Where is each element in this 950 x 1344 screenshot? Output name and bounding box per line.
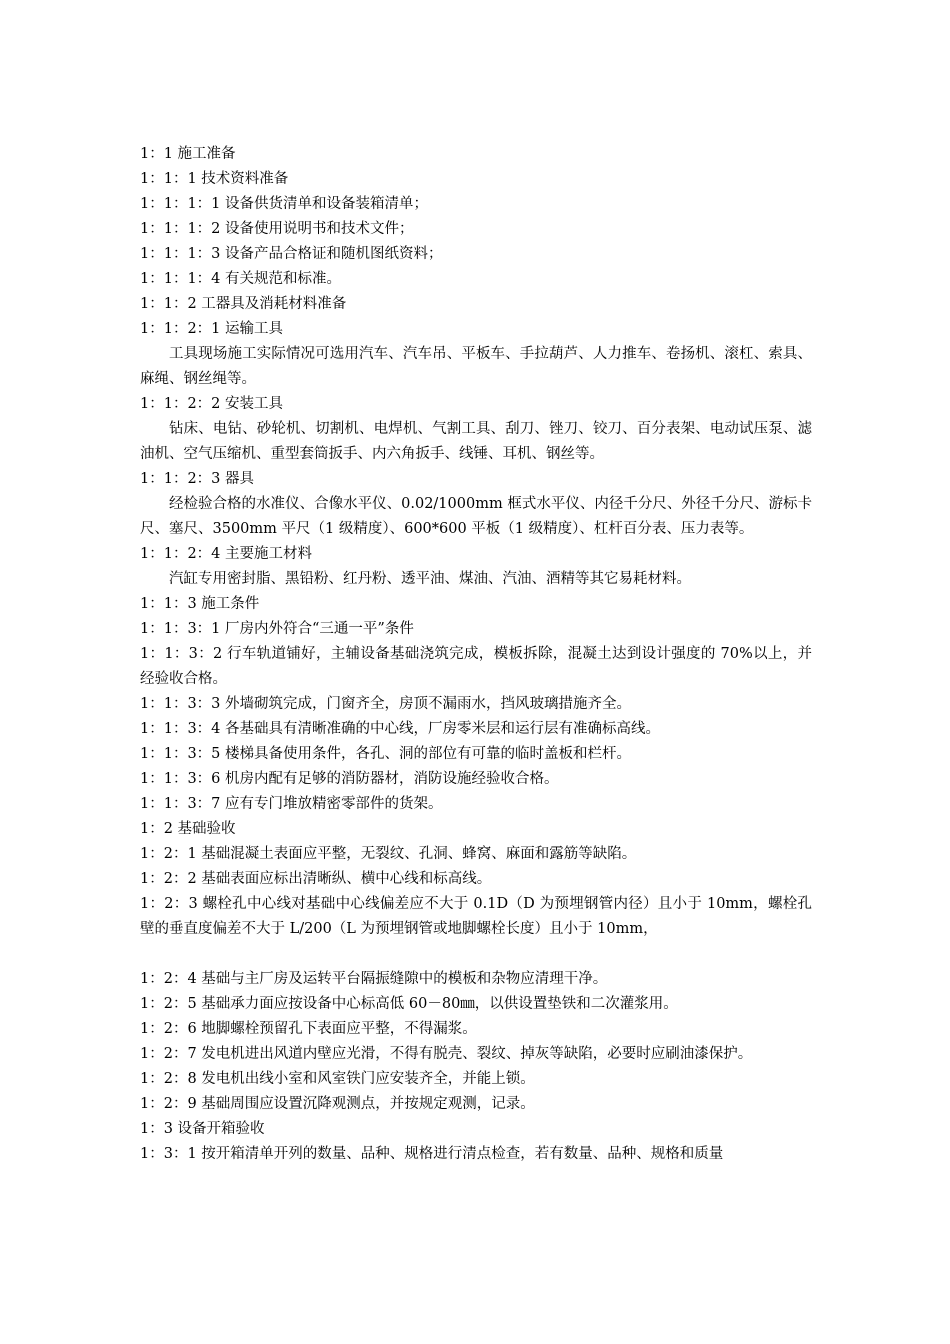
heading-1-1-2-3: 1：1：2：3 器具 (140, 471, 255, 487)
heading-1-2: 1：2 基础验收 (140, 821, 236, 837)
list-item: 1：2：3 螺栓孔中心线对基础中心线偏差应不大于 0.1D（D 为预埋钢管内径）且小于 10mm，螺栓孔壁的垂直度偏差不大于 L/200（L 为预埋钢管或地脚螺栓长度）且小于 10mm， (140, 896, 812, 937)
heading-1-1: 1：1 施工准备 (140, 146, 236, 162)
list-item: 1：1：1：4 有关规范和标准。 (140, 271, 342, 287)
heading-1-1-1: 1：1：1 技术资料准备 (140, 171, 289, 187)
document-body (140, 142, 812, 1167)
list-item: 1：2：8 发电机出线小室和风室铁门应安装齐全，并能上锁。 (140, 1071, 535, 1087)
paragraph-materials: 汽缸专用密封脂、黑铅粉、红丹粉、透平油、煤油、汽油、酒精等其它易耗材料。 (169, 571, 691, 587)
list-item: 1：2：2 基础表面应标出清晰纵、横中心线和标高线。 (140, 871, 492, 887)
list-item: 1：1：1：3 设备产品合格证和随机图纸资料； (140, 246, 443, 262)
list-item: 1：1：3：2 行车轨道铺好，主辅设备基础浇筑完成，模板拆除，混凝土达到设计强度的 70%以上，并经验收合格。 (140, 646, 812, 687)
list-item: 1：1：3：6 机房内配有足够的消防器材，消防设施经验收合格。 (140, 771, 559, 787)
list-item: 1：1：3：7 应有专门堆放精密零部件的货架。 (140, 796, 443, 812)
heading-1-1-2: 1：1：2 工器具及消耗材料准备 (140, 296, 347, 312)
list-item: 1：3：1 按开箱清单开列的数量、品种、规格进行清点检查，若有数量、品种、规格和质量 (140, 1146, 724, 1162)
list-item: 1：2：5 基础承力面应按设备中心标高低 60－80㎜，以供设置垫铁和二次灌浆用。 (140, 996, 678, 1012)
list-item: 1：1：3：4 各基础具有清晰准确的中心线，厂房零米层和运行层有准确标高线。 (140, 721, 661, 737)
heading-1-1-2-1: 1：1：2：1 运输工具 (140, 321, 284, 337)
heading-1-1-2-4: 1：1：2：4 主要施工材料 (140, 546, 313, 562)
list-item: 1：1：3：5 楼梯具备使用条件，各孔、洞的部位有可靠的临时盖板和栏杆。 (140, 746, 632, 762)
heading-1-3: 1：3 设备开箱验收 (140, 1121, 265, 1137)
paragraph-install-tools: 钻床、电钻、砂轮机、切割机、电焊机、气割工具、刮刀、锉刀、铰刀、百分表架、电动试压泵、滤油机、空气压缩机、重型套筒扳手、内六角扳手、线锤、耳机、钢丝等。 (140, 421, 812, 462)
list-item: 1：1：3：3 外墙砌筑完成，门窗齐全，房顶不漏雨水，挡风玻璃措施齐全。 (140, 696, 632, 712)
list-item: 1：2：1 基础混凝土表面应平整，无裂纹、孔洞、蜂窝、麻面和露筋等缺陷。 (140, 846, 637, 862)
list-item: 1：2：4 基础与主厂房及运转平台隔振缝隙中的模板和杂物应清理干净。 (140, 971, 608, 987)
list-item: 1：2：7 发电机进出风道内壁应光滑，不得有脱壳、裂纹、掉灰等缺陷，必要时应刷油漆保护。 (140, 1046, 753, 1062)
list-item: 1：2：6 地脚螺栓预留孔下表面应平整，不得漏浆。 (140, 1021, 477, 1037)
list-item: 1：2：9 基础周围应设置沉降观测点，并按规定观测，记录。 (140, 1096, 535, 1112)
list-item: 1：1：1：1 设备供货清单和设备装箱清单； (140, 196, 429, 212)
heading-1-1-2-2: 1：1：2：2 安装工具 (140, 396, 284, 412)
list-item: 1：1：1：2 设备使用说明书和技术文件； (140, 221, 414, 237)
blank-line (140, 942, 812, 967)
paragraph-transport-tools: 工具现场施工实际情况可选用汽车、汽车吊、平板车、手拉葫芦、人力推车、卷扬机、滚杠、索具、麻绳、钢丝绳等。 (140, 346, 812, 387)
heading-1-1-3: 1：1：3 施工条件 (140, 596, 260, 612)
list-item: 1：1：3：1 厂房内外符合“三通一平”条件 (140, 621, 414, 637)
paragraph-instruments: 经检验合格的水准仪、合像水平仪、0.02/1000mm 框式水平仪、内径千分尺、外径千分尺、游标卡尺、塞尺、3500mm 平尺（1 级精度）、600*600 平板（1 级精度）、杠杆百分表、压力表等。 (140, 496, 812, 537)
